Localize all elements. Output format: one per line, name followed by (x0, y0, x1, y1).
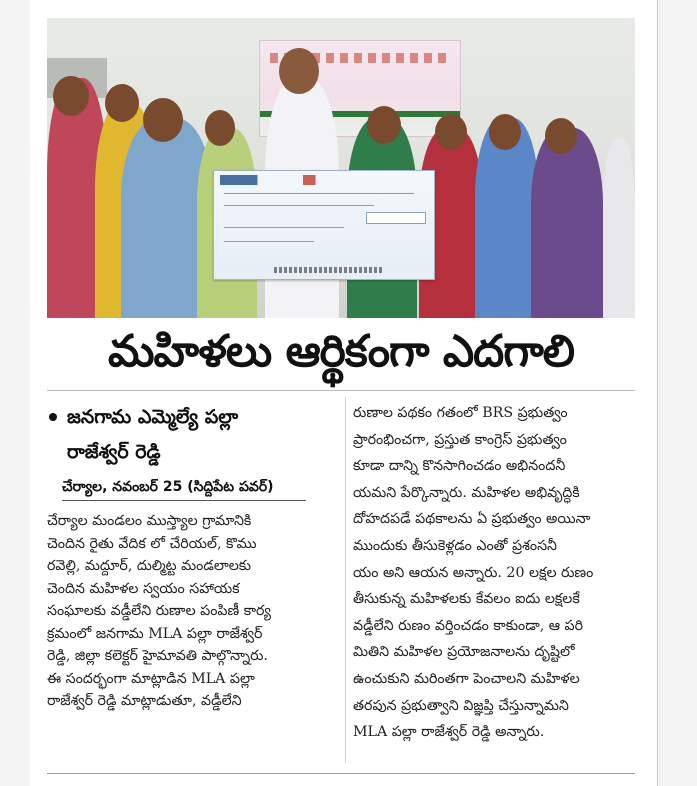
text-line: MLA పల్లా రాజేశ్వర్ రెడ్డి అన్నారు. (353, 724, 545, 741)
photo-person-head (545, 118, 577, 154)
text-line: రుణాల పథకం గతంలో BRS ప్రభుత్వం (353, 405, 568, 421)
text-line: మితిని మహిళల ప్రయోజనాలను దృష్టిలో (353, 644, 575, 661)
article-column-right (353, 400, 635, 746)
bottom-rule (47, 773, 635, 774)
bullet-icon (49, 413, 57, 421)
photo-person (603, 138, 635, 318)
text-line: రెడ్డి, జిల్లా కలెక్టర్ హైమావతి పాల్గొన్నారు. (47, 648, 268, 664)
dateline-underline (62, 500, 306, 501)
text-line: క్రమంలో జనగామ MLA పల్లా రాజేశ్వర్ (47, 625, 263, 642)
photo-person-head (143, 98, 183, 142)
page-margin-right (657, 0, 697, 786)
text-line: తీసుకున్న మహిళలకు కేవలం ఐదు లక్షలకే (353, 591, 580, 608)
photo-person-head (489, 114, 521, 150)
text-line: తరపున ప్రభుత్వాని విజ్ఞప్తి చేస్తున్నామని (353, 697, 569, 714)
text-line: ప్రారంభించగా, ప్రస్తుత కాంగ్రెస్ ప్రభుత్వం (353, 431, 567, 448)
subheadline-line: రాజేశ్వర్ రెడ్డి (67, 441, 161, 463)
text-line: సంఘాలకు వడ్డీలేని రుణాల పంపిణీ కార్య (47, 603, 271, 619)
text-line: చేర్యాల మండలం ముస్త్యాల గ్రామానికి (47, 513, 252, 529)
subheadline (47, 400, 339, 470)
column-divider (345, 397, 346, 763)
photo-person-head (205, 110, 235, 146)
bank-cheque (213, 170, 435, 280)
page-margin-left (0, 0, 30, 786)
photo-person-head (435, 114, 467, 150)
text-line: దోహదపడే పథకాలను ఏ ప్రభుత్వం అయినా (353, 511, 591, 528)
text-line: యమని పేర్కొన్నారు. మహిళల అభివృద్ధికి (353, 484, 580, 501)
text-line: యం అని ఆయన అన్నారు. 20 లక్షల రుణం (353, 564, 594, 581)
headline: మహిళలు ఆర్థికంగా ఎదగాలి (107, 326, 575, 377)
text-line: ఉంచుకుని మరింతగా పెంచాలని మహిళల (353, 670, 580, 687)
news-photo (47, 18, 635, 318)
text-line: ముందుకు తీసుకెళ్లడం ఎంతో ప్రశంసనీ (353, 537, 558, 554)
dateline: చేర్యాల, నవంబర్ 25 (సిద్దిపేట పవర్) (62, 479, 274, 495)
text-line: చెందిన రైతు వేదిక లో చేరియల్, కొము (47, 535, 257, 552)
photo-person-head (279, 48, 319, 94)
text-line: కూడా దాన్ని కొనసాగించడం అభినందనీ (353, 458, 566, 475)
photo-person-head (53, 76, 89, 116)
text-line: చెందిన మహిళల స్వయం సహాయక (47, 580, 240, 597)
photo-person (531, 128, 603, 318)
text-line: వడ్డీలేని రుణం వర్తించడం కాకుండా, ఆ పరి (353, 617, 584, 634)
divider (47, 390, 635, 391)
text-line: ఈ సందర్భంగా మాట్లాడిన MLA పల్లా (47, 670, 255, 687)
subheadline-line: జనగామ ఎమ్మెల్యే పల్లా (67, 406, 239, 428)
text-line: రవెల్లి, మద్దూర్, దుల్మిట్ట మండలాలకు (47, 558, 252, 574)
text-line: రాజేశ్వర్ రెడ్డి మాట్లాడుతూ, వడ్డీలేని (47, 693, 242, 709)
photo-person-head (367, 106, 401, 144)
article-column-left (47, 510, 337, 713)
photo-person-head (105, 84, 139, 122)
